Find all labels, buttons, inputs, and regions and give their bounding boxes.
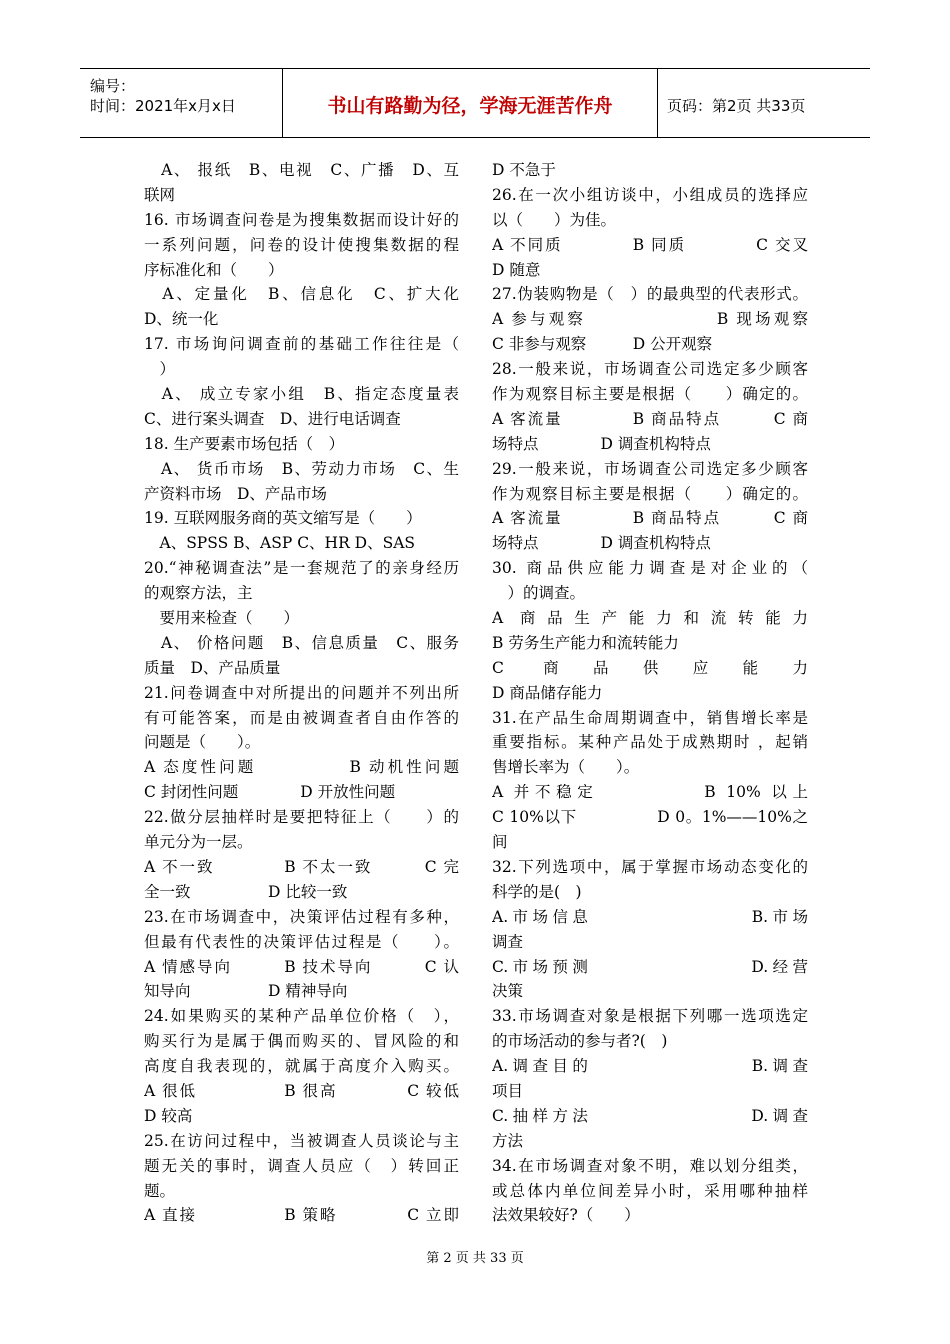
- text-line: ）: [144, 360, 176, 379]
- text-line: 联网: [144, 185, 176, 204]
- text-line: C 10%以下 D 0。1%——10%之: [492, 808, 808, 827]
- text-line: 项目: [492, 1081, 524, 1100]
- page-header: [80, 68, 870, 138]
- page-number-label: 页码：第2页 共33页: [667, 97, 806, 115]
- text-line: 重要指标。某种产品处于成熟期时 ，起销: [492, 733, 808, 752]
- text-line: 知导向 D 精神导向: [144, 982, 348, 1001]
- left-column: [144, 158, 459, 1228]
- text-line: D 商品储存能力: [492, 683, 603, 702]
- text-line: 序标准化和（ ）: [144, 260, 284, 279]
- text-line: A 不同质 B 同质 C 交叉: [492, 235, 808, 254]
- text-line: 24.如果购买的某种产品单位价格（ ），: [144, 1007, 459, 1026]
- text-line: 作为观察目标主要是根据（ ）确定的。: [492, 385, 808, 404]
- text-line: C 封闭性问题 D 开放性问题: [144, 783, 396, 802]
- text-line: 34.在市场调查对象不明，难以划分组类，: [492, 1156, 808, 1175]
- text-line: 质量 D、产品质量: [144, 658, 281, 677]
- text-line: 21.问卷调查中对所提出的问题并不列出所: [144, 683, 459, 702]
- text-line: ）的调查。: [492, 584, 586, 603]
- text-line: 法效果较好?（ ）: [492, 1206, 640, 1225]
- text-line: 科学的是( ): [492, 882, 582, 901]
- text-line: 22.做分层抽样时是要把特征上（ ）的: [144, 808, 459, 827]
- page-footer: 第 2 页 共 33 页: [426, 1251, 524, 1266]
- text-line: 以（ ）为佳。: [492, 210, 617, 229]
- text-line: C 非参与观察 D 公开观察: [492, 335, 713, 354]
- header-meta-cell: [80, 69, 282, 137]
- text-line: 间: [492, 833, 508, 852]
- serial-number-label: 编号：: [90, 77, 136, 95]
- text-line: 的市场活动的参与者?( ): [492, 1032, 668, 1051]
- text-line: 作为观察目标主要是根据（ ）确定的。: [492, 484, 808, 503]
- text-line: 场特点 D 调查机构特点: [492, 534, 711, 553]
- date-label: 时间：2021年x月x日: [90, 97, 236, 115]
- text-line: 场特点 D 调查机构特点: [492, 434, 711, 453]
- text-line: 购买行为是属于偶而购买的、冒风险的和: [144, 1032, 459, 1051]
- text-line: D 较高: [144, 1106, 193, 1125]
- text-line: A 客流量 B 商品特点 C 商: [492, 409, 808, 428]
- text-line: A 很低 B 很高 C 较低: [144, 1081, 459, 1100]
- text-line: 20.“神秘调查法”是一套规范了的亲身经历: [144, 559, 459, 578]
- text-line: 23.在市场调查中，决策评估过程有多种，: [144, 907, 459, 926]
- text-line: C 商品供应能力: [492, 658, 808, 677]
- text-line: 决策: [492, 982, 524, 1001]
- text-line: A.市场信息 B.市场: [492, 907, 808, 926]
- text-line: 25.在访问过程中，当被调查人员谈论与主: [144, 1131, 459, 1150]
- text-line: A 参与观察 B 现场观察: [492, 310, 808, 329]
- text-line: 30. 商品供应能力调查是对企业的（: [492, 559, 808, 578]
- right-column: [492, 158, 808, 1228]
- text-line: A、定量化 B、信息化 C、扩大化: [144, 285, 459, 304]
- text-line: B 劳务生产能力和流转能力: [492, 633, 679, 652]
- text-line: 31.在产品生命周期调查中，销售增长率是: [492, 708, 808, 727]
- text-line: 产资料市场 D、产品市场: [144, 484, 327, 503]
- text-line: 调查: [492, 932, 524, 951]
- text-line: 一系列问题，问卷的设计使搜集数据的程: [144, 235, 459, 254]
- text-line: A 商品生产能力和流转能力: [492, 609, 808, 628]
- text-line: 或总体内单位间差异小时，采用哪种抽样: [492, 1181, 808, 1200]
- text-line: 要用来检查（ ）: [144, 609, 300, 628]
- text-line: 的观察方法，主: [144, 584, 253, 603]
- text-line: 题。: [144, 1181, 176, 1200]
- text-line: 27.伪装购物是（ ）的最典型的代表形式。: [492, 285, 808, 304]
- text-line: C.抽样方法 D.调查: [492, 1106, 808, 1125]
- text-line: 19. 互联网服务商的英文缩写是（ ）: [144, 509, 422, 528]
- text-line: 18. 生产要素市场包括（ ）: [144, 434, 345, 453]
- text-line: 29.一般来说，市场调查公司选定多少顾客: [492, 459, 808, 478]
- text-line: 问题是（ ）。: [144, 733, 261, 752]
- text-line: C、进行案头调查 D、进行电话调查: [144, 409, 401, 428]
- text-line: A 并不稳定 B 10% 以上: [492, 783, 808, 802]
- text-line: A 不一致 B 不太一致 C 完: [144, 857, 459, 876]
- text-line: 方法: [492, 1131, 524, 1150]
- text-line: D 不急于: [492, 161, 556, 179]
- text-line: 售增长率为（ ）。: [492, 758, 640, 777]
- text-line: A 客流量 B 商品特点 C 商: [492, 509, 808, 528]
- text-line: D 随意: [492, 260, 541, 279]
- text-line: A、SPSS B、ASP C、HR D、SAS: [144, 534, 416, 553]
- text-line: A.调查目的 B.调查: [492, 1057, 808, 1076]
- text-line: 17. 市场询问调查前的基础工作往往是（: [144, 335, 459, 354]
- text-line: A、 成立专家小组 B、指定态度量表: [144, 385, 459, 404]
- text-line: A、 货币市场 B、劳动力市场 C、生: [144, 459, 459, 478]
- text-line: 33.市场调查对象是根据下列哪一选项选定: [492, 1007, 808, 1026]
- text-line: 16. 市场调查问卷是为搜集数据而设计好的: [144, 210, 459, 229]
- text-line: 但最有代表性的决策评估过程是（ ）。: [144, 932, 459, 951]
- text-line: 有可能答案，而是由被调查者自由作答的: [144, 708, 459, 727]
- text-line: 单元分为一层。: [144, 833, 253, 852]
- text-line: 26.在一次小组访谈中，小组成员的选择应: [492, 185, 808, 204]
- text-line: A、 报纸 B、电视 C、广播 D、互: [144, 161, 459, 179]
- text-line: A 情感导向 B 技术导向 C 认: [144, 957, 459, 976]
- text-line: 32.下列选项中，属于掌握市场动态变化的: [492, 857, 808, 876]
- text-line: 全一致 D 比较一致: [144, 882, 348, 901]
- text-line: A、 价格问题 B、信息质量 C、服务: [144, 633, 459, 652]
- header-motto-cell: [282, 69, 658, 137]
- text-line: 28.一般来说，市场调查公司选定多少顾客: [492, 360, 808, 379]
- header-page-cell: [657, 69, 870, 137]
- text-line: 题无关的事时，调查人员应（ ）转回正: [144, 1156, 459, 1175]
- text-line: A 态度性问题 B 动机性问题: [144, 758, 459, 777]
- text-line: D、统一化: [144, 310, 219, 329]
- text-line: C.市场预测 D.经营: [492, 957, 808, 976]
- text-line: 高度自我表现的，就属于高度介入购买。: [144, 1057, 459, 1076]
- text-line: A 直接 B 策略 C 立即: [144, 1206, 459, 1225]
- motto-text: 书山有路勤为径，学海无涯苦作舟: [327, 95, 613, 117]
